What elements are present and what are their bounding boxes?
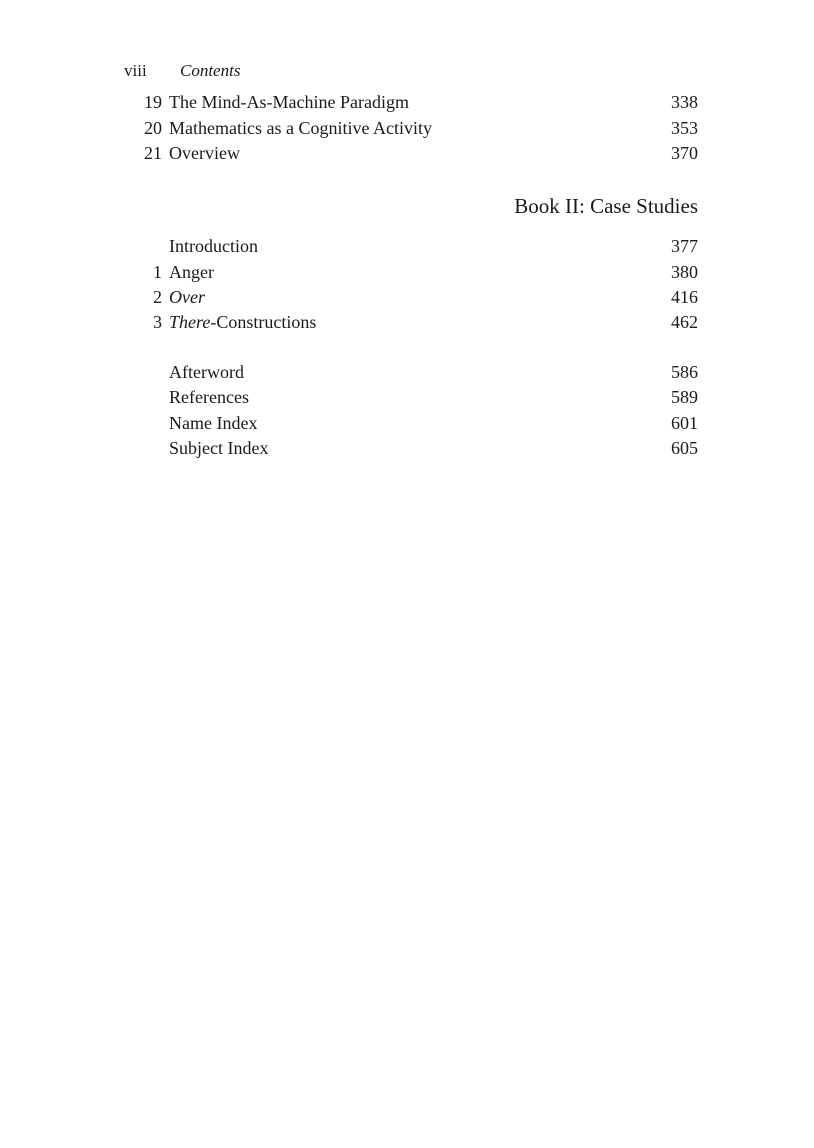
toc-entry-chapter-1 (130, 260, 698, 284)
page-number: 353 (671, 118, 698, 138)
chapter-title (169, 310, 316, 334)
chapter-number: 21 (144, 143, 162, 163)
chapter-number: 1 (153, 262, 162, 282)
chapter-title-rest: -Constructions (210, 312, 317, 332)
entry-title: References (169, 387, 249, 407)
toc-entry-chapter-21 (130, 141, 698, 165)
toc-entry-chapter-3 (130, 310, 698, 334)
page-number: 462 (671, 312, 698, 332)
running-head (124, 60, 240, 82)
chapter-title: Mathematics as a Cognitive Activity (169, 118, 432, 138)
book-two-heading: Book II: Case Studies (514, 194, 698, 218)
chapter-title-italic: There (169, 312, 211, 332)
chapter-title: Anger (169, 262, 214, 282)
entry-title: Afterword (169, 362, 244, 382)
chapter-number: 20 (144, 118, 162, 138)
page-number: 370 (671, 143, 698, 163)
page-number: 416 (671, 287, 698, 307)
toc-entry-references (130, 385, 698, 409)
chapter-title: The Mind-As-Machine Paradigm (169, 92, 409, 112)
page-number: 605 (671, 438, 698, 458)
page-number: 601 (671, 413, 698, 433)
page-number: 338 (671, 92, 698, 112)
page-number: 586 (671, 362, 698, 382)
entry-title: Introduction (169, 236, 258, 256)
page-number: 589 (671, 387, 698, 407)
page-folio: viii (124, 61, 147, 80)
toc-entry-afterword (130, 360, 698, 384)
toc-entry-chapter-20 (130, 116, 698, 140)
toc-entry-name-index (130, 411, 698, 435)
chapter-title: Over (169, 287, 205, 307)
toc-entry-subject-index (130, 436, 698, 460)
chapter-number: 19 (144, 92, 162, 112)
page-number: 377 (671, 236, 698, 256)
toc-entry-chapter-19 (130, 90, 698, 114)
toc-entry-chapter-2 (130, 285, 698, 309)
page-number: 380 (671, 262, 698, 282)
entry-title: Name Index (169, 413, 258, 433)
entry-title: Subject Index (169, 438, 269, 458)
chapter-number: 3 (153, 312, 162, 332)
running-head-title: Contents (180, 61, 241, 80)
chapter-number: 2 (153, 287, 162, 307)
toc-entry-introduction (130, 234, 698, 258)
chapter-title: Overview (169, 143, 240, 163)
